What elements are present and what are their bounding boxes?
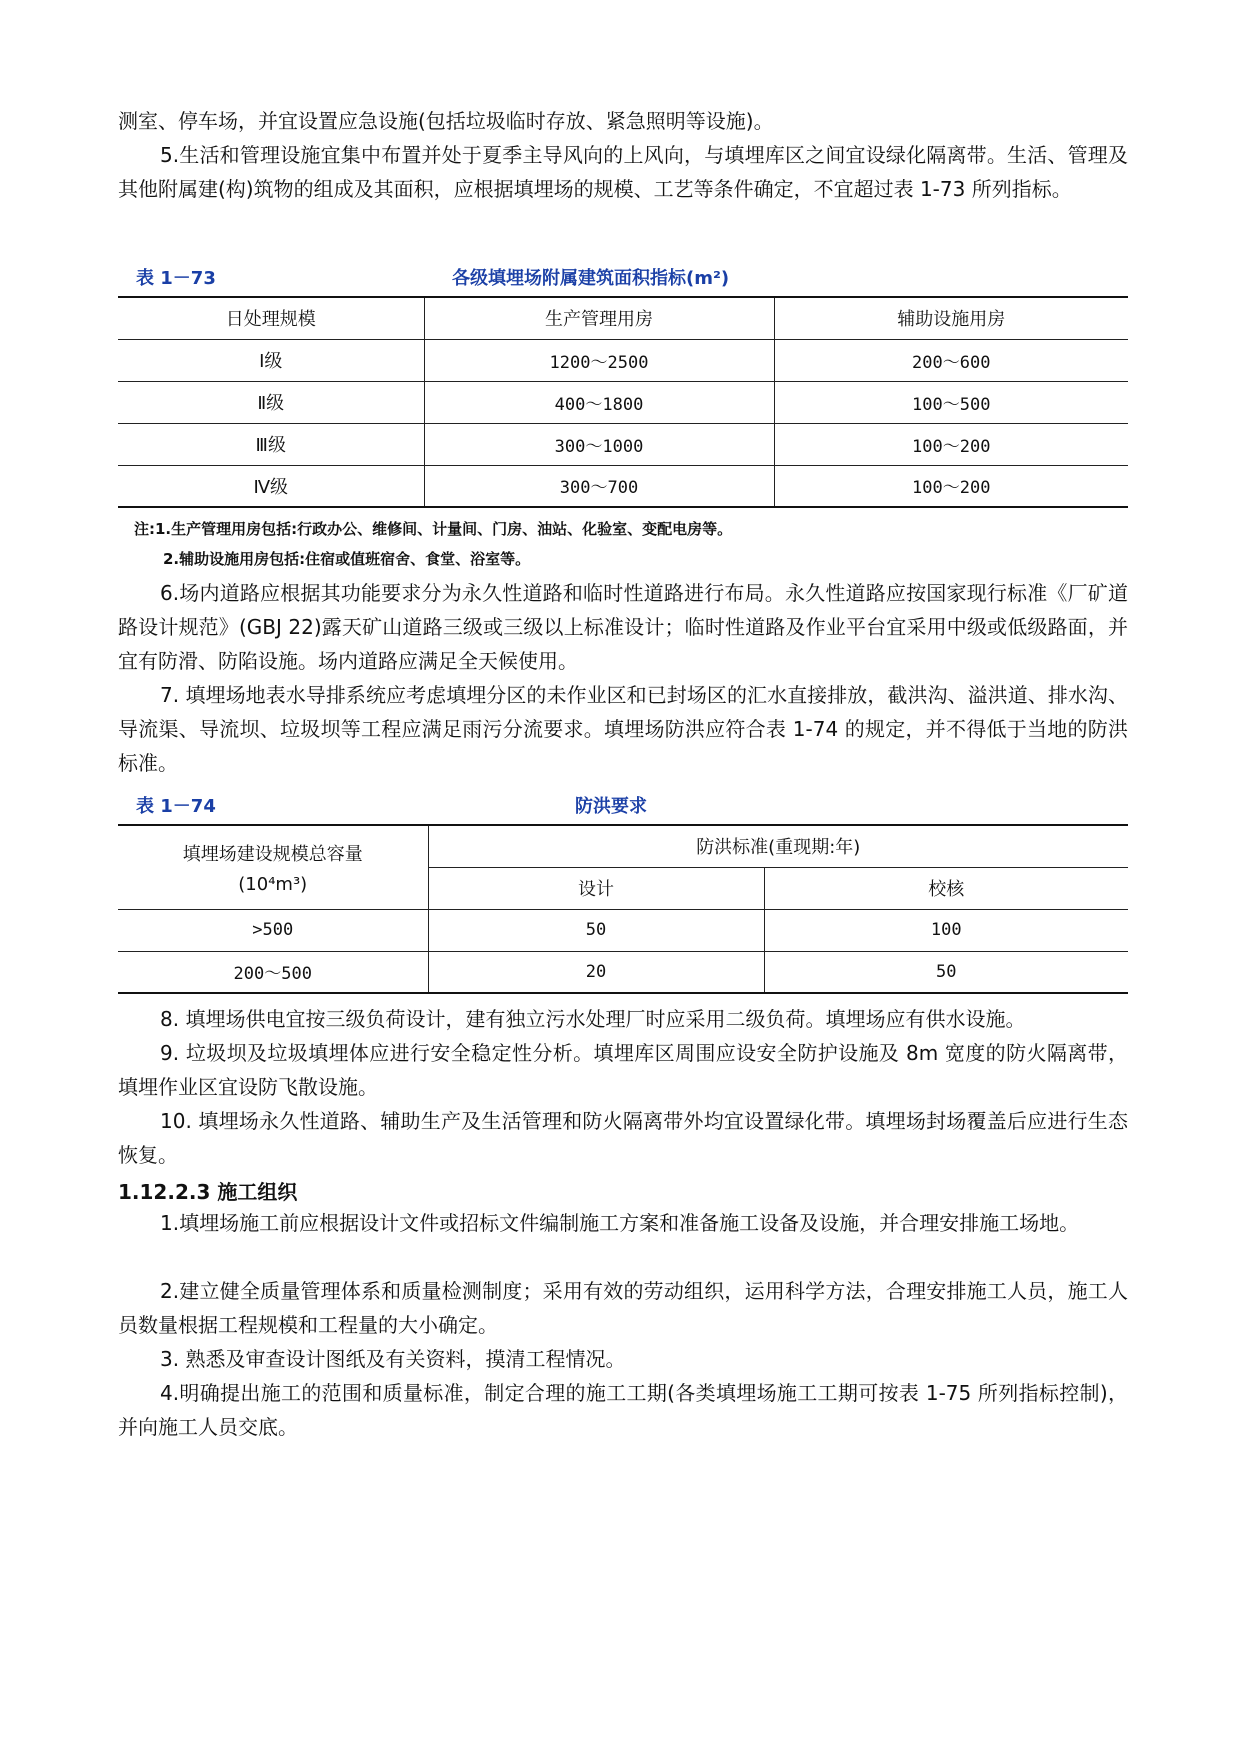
paragraph-s1: 1.填埋场施工前应根据设计文件或招标文件编制施工方案和准备施工设备及设施，并合理安排施工场地。 [160,1211,1080,1235]
table-row [118,465,1128,507]
table-row [118,381,1128,423]
table-cell: 400～1800 [424,381,774,423]
table73-note-2: 2.辅助设施用房包括:住宿或值班宿舍、食堂、浴室等。 [163,550,531,568]
paragraph-7: 7. 填埋场地表水导排系统应考虑填埋分区的未作业区和已封场区的汇水直接排放，截洪沟、溢洪道、排水沟、导流渠、导流坝、垃圾坝等工程应满足雨污分流要求。填埋场防洪应符合表 1-74 的规定，并不得低于当地的防洪标准。 [118,683,1128,775]
table-cell: 100～200 [774,423,1128,465]
table74-number: 表 1－74 [136,796,216,817]
table74-header-row [118,825,1128,867]
table74-subheader-check: 校核 [764,867,1128,909]
paragraph-9: 9. 垃圾坝及垃圾填埋体应进行安全稳定性分析。填埋库区周围应设安全防护设施及 8m 宽度的防火隔离带，填埋作业区宜设防飞散设施。 [118,1041,1128,1099]
table73-note-1: 注:1.生产管理用房包括:行政办公、维修间、计量间、门房、油站、化验室、变配电房等。 [134,520,733,538]
paragraph-6: 6.场内道路应根据其功能要求分为永久性道路和临时性道路进行布局。永久性道路应按国家现行标准《厂矿道路设计规范》(GBJ 22)露天矿山道路三级或三级以上标准设计；临时性道路及作业平台宜采用中级或低级路面，并宜有防滑、防陷设施。场内道路应满足全天候使用。 [118,581,1128,673]
paragraph-5: 5.生活和管理设施宜集中布置并处于夏季主导风向的上风向，与填埋库区之间宜设绿化隔离带。生活、管理及其他附属建(构)筑物的组成及其面积，应根据填埋场的规模、工艺等条件确定，不宜超过表 1-73 所列指标。 [118,143,1128,201]
table73-header-auxiliary: 辅助设施用房 [774,297,1128,339]
table-cell: 50 [428,909,764,951]
table-1-73 [118,296,1128,508]
table-1-74 [118,824,1128,994]
table-cell: 200～500 [118,951,428,993]
table-row [118,951,1128,993]
table74-subheader-design: 设计 [428,867,764,909]
table-row [118,423,1128,465]
table-cell: 50 [764,951,1128,993]
table74-header-capacity-line1: 填埋场建设规模总容量 [182,843,363,865]
table-cell: 100 [764,909,1128,951]
table-cell: 100～200 [774,465,1128,507]
table-row [118,909,1128,951]
paragraph-s4: 4.明确提出施工的范围和质量标准，制定合理的施工工期(各类填埋场施工工期可按表 1-75 所列指标控制)，并向施工人员交底。 [118,1381,1128,1439]
table-cell: 1200～2500 [424,339,774,381]
table74-title: 防洪要求 [575,796,647,817]
paragraph-s2: 2.建立健全质量管理体系和质量检测制度；采用有效的劳动组织，运用科学方法，合理安排施工人员，施工人员数量根据工程规模和工程量的大小确定。 [118,1279,1128,1337]
paragraph-8: 8. 填埋场供电宜按三级负荷设计，建有独立污水处理厂时应采用二级负荷。填埋场应有供水设施。 [160,1007,1026,1031]
table73-title: 各级填埋场附属建筑面积指标(m²) [452,268,730,289]
table-cell: 300～1000 [424,423,774,465]
table-cell: Ⅰ级 [118,339,424,381]
table73-header-production: 生产管理用房 [424,297,774,339]
table-cell: 300～700 [424,465,774,507]
paragraph-s3: 3. 熟悉及审查设计图纸及有关资料，摸清工程情况。 [160,1347,626,1371]
table74-header-capacity [118,825,428,909]
table-cell: Ⅲ级 [118,423,424,465]
table73-header-row [118,297,1128,339]
paragraph-0: 测室、停车场，并宜设置应急设施(包括垃圾临时存放、紧急照明等设施)。 [118,109,774,133]
table-cell: 100～500 [774,381,1128,423]
paragraph-10: 10. 填埋场永久性道路、辅助生产及生活管理和防火隔离带外均宜设置绿化带。填埋场封场覆盖后应进行生态恢复。 [118,1109,1128,1167]
table-cell: Ⅱ级 [118,381,424,423]
section-heading: 1.12.2.3 施工组织 [118,1180,298,1204]
table73-header-scale: 日处理规模 [118,297,424,339]
table73-number: 表 1－73 [136,268,216,289]
table-cell: 200～600 [774,339,1128,381]
table74-header-capacity-unit: (10⁴m³) [238,873,308,895]
table-cell: 20 [428,951,764,993]
table-cell: >500 [118,909,428,951]
table-row [118,339,1128,381]
table74-header-flood-standard: 防洪标准(重现期:年) [428,825,1128,867]
table-cell: Ⅳ级 [118,465,424,507]
